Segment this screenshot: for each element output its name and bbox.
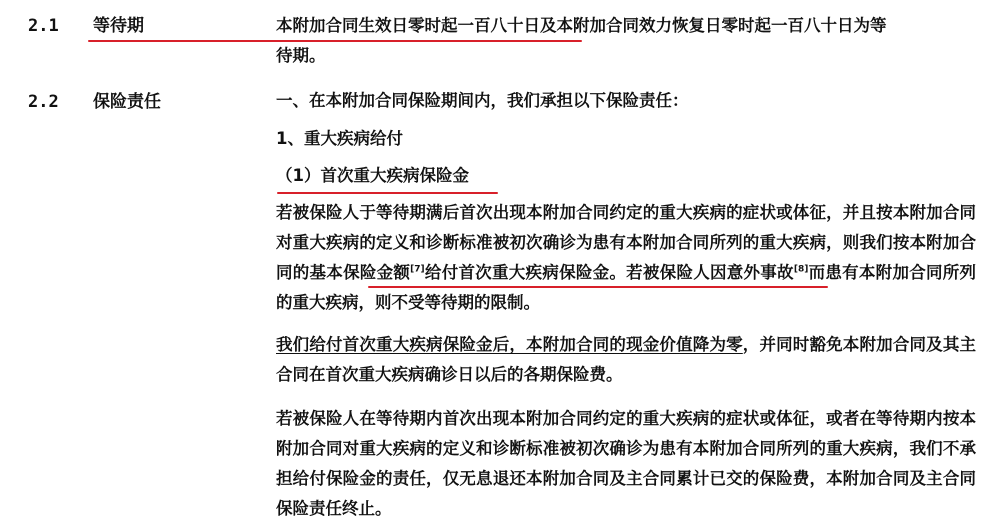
paragraph-text: 若被保险人于等待期满后首次出现本附加合同约定的重大疾病的症状或体征，并且按本附加合同对重大疾病的定义和诊断标准被初次确诊为患有本附加合同所列的重大疾病，则我们按本附加合同的基本保险金额 (276, 203, 976, 282)
paragraph-text: ，并同时豁免本附加合同及其主合同在首次重大疾病确诊日以后的各期保险费。 (276, 335, 977, 384)
underlined-text: 我们给付首次重大疾病保险金后，本附加合同的现金价值降为零 (276, 335, 743, 354)
section-number: 2.2 (28, 92, 59, 112)
benefit-paragraph (276, 198, 976, 318)
paragraph-text: 给付首次重大疾病保险金。若被保险人因意外事故 (424, 263, 794, 282)
paragraph-text: 而患有本附加合同所列的重大疾病，则不受等待期的限制。 (276, 263, 977, 312)
waiting-period-paragraph: 若被保险人在等待期内首次出现本附加合同约定的重大疾病的症状或体征，或者在等待期内按本附加合同对重大疾病的定义和诊断标准被初次确诊为患有本附加合同所列的重大疾病，我们不承担给付保险金的责任，仅无息退还本附加合同及主合同累计已交的保险费，本附加合同及主合同保险责任终止。 (276, 409, 976, 518)
sub-heading: 1、重大疾病给付 (276, 129, 403, 148)
text-line: 本附加合同生效日零时起一百八十日及本附加合同效力恢复日零时起一百八十日为等 (276, 16, 887, 35)
highlight-underline (88, 40, 582, 42)
section-number: 2.1 (28, 16, 59, 36)
footnote-marker[interactable]: [8] (793, 264, 809, 275)
section-term: 保险责任 (93, 92, 161, 112)
highlight-underline (277, 192, 498, 194)
footnote-marker[interactable]: [7] (410, 264, 425, 275)
section-body (276, 86, 976, 524)
item-heading: （1）首次重大疾病保险金 (276, 166, 469, 185)
highlight-underline (368, 286, 828, 288)
intro-text: 一、在本附加合同保险期间内，我们承担以下保险责任： (276, 91, 689, 110)
section-term: 等待期 (93, 16, 144, 36)
text-line: 待期。 (276, 46, 326, 65)
waiver-paragraph (276, 330, 976, 390)
